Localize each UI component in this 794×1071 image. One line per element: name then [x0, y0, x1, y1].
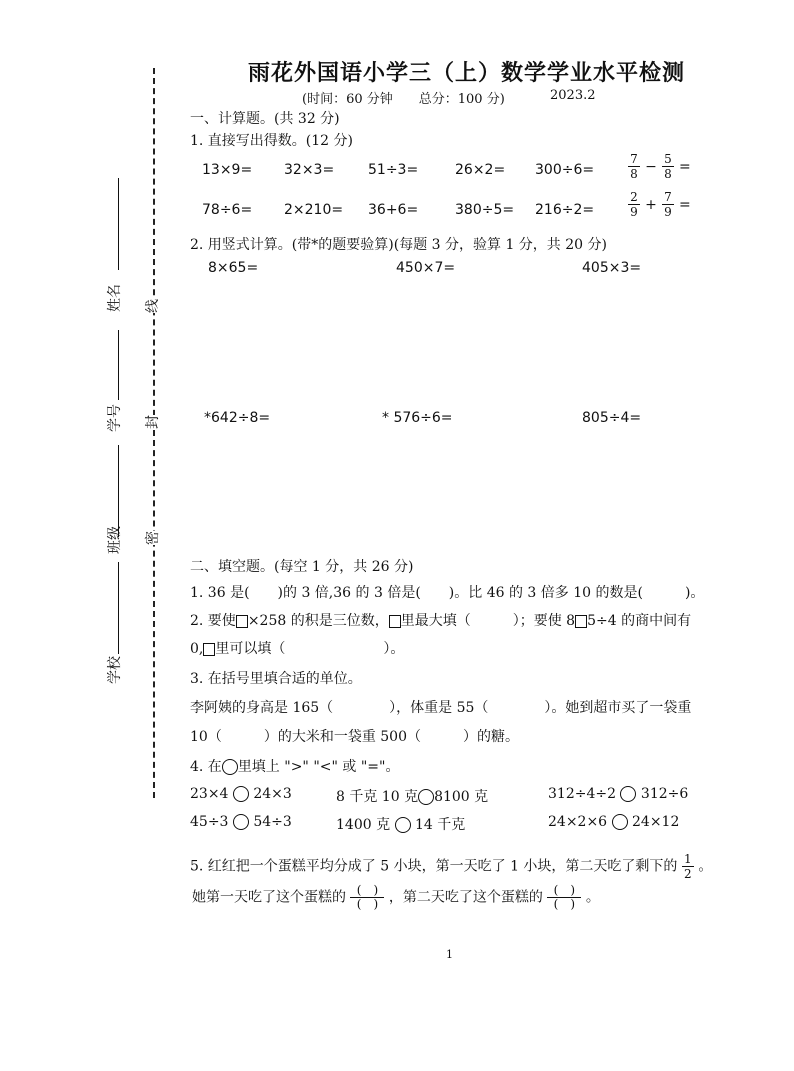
fraction: $\frac{2}{9}$ [628, 190, 640, 219]
compare-item: 312÷4÷2 312÷6 [548, 786, 689, 802]
compare-circle-icon [620, 786, 636, 802]
blank-fraction: ( ) ( ) [350, 884, 384, 911]
side-label-name: 姓名 [107, 284, 123, 312]
q1-title: 1. 直接写出得数。(12 分) [190, 133, 353, 149]
calc-item: 51÷3= [368, 162, 419, 178]
class-underline [118, 445, 119, 537]
page-title: 雨花外国语小学三（上）数学学业水平检测 [248, 60, 686, 86]
vertical-calc-item: 805÷4= [582, 410, 642, 426]
binding-dashed-line [153, 68, 155, 798]
fill-q2-line2: 0, 里可以填（ ）。 [190, 641, 405, 657]
compare-circle-icon [233, 786, 249, 802]
compare-circle-icon [418, 789, 434, 805]
fraction: $\frac{1}{2}$ [682, 852, 694, 881]
blank-box [389, 615, 401, 628]
fill-q5-line2: 她第一天吃了这个蛋糕的 ( ) ( ) ，第二天吃了这个蛋糕的 ( ) ( ) 。 [192, 883, 600, 911]
calc-item: 78÷6= [202, 202, 253, 218]
compare-item: 8 千克 10 克 8100 克 [336, 789, 489, 805]
calc-item: 32×3= [284, 162, 335, 178]
exam-time-info: (时间：60 分钟 总分：100 分) [302, 92, 505, 107]
fill-q3-title: 3. 在括号里填合适的单位。 [190, 671, 362, 687]
compare-circle-icon [612, 814, 628, 830]
side-label-number: 学号 [107, 404, 123, 432]
seal-feng: 封 [142, 415, 162, 429]
number-underline [118, 330, 119, 400]
fill-q2-line1: 2. 要使 ×258 的积是三位数， 里最大填（ ）；要使 8 5÷4 的商中间有 [190, 613, 692, 629]
vertical-calc-item: 450×7= [396, 260, 456, 276]
vertical-calc-item: * 576÷6= [382, 410, 453, 426]
seal-mi: 密 [142, 531, 162, 545]
fill-q5-line1: 5. 红红把一个蛋糕平均分成了 5 小块，第一天吃了 1 小块，第二天吃了剩下的 $\frac{1}{2}$ 。 [190, 852, 713, 881]
seal-xian: 线 [142, 299, 162, 313]
fraction: $\frac{7}{9}$ [662, 190, 674, 219]
side-label-class: 班级 [107, 526, 123, 554]
section2-heading: 二、填空题。(每空 1 分，共 26 分) [190, 559, 414, 575]
vertical-calc-item: *642÷8= [204, 410, 271, 426]
fraction: $\frac{7}{8}$ [628, 152, 640, 181]
school-underline [118, 562, 119, 654]
compare-circle-icon [222, 759, 238, 775]
compare-circle-icon [395, 817, 411, 833]
fraction: $\frac{5}{8}$ [662, 152, 674, 181]
blank-box [575, 615, 587, 628]
blank-box [236, 615, 248, 628]
compare-circle-icon [233, 814, 249, 830]
page-number: 1 [446, 948, 453, 961]
fill-q3-line2: 10（ ）的大米和一袋重 500（ ）的糖。 [190, 729, 519, 745]
calc-item: 2×210= [284, 202, 344, 218]
fill-q3-line1: 李阿姨的身高是 165（ ），体重是 55（ ）。她到超市买了一袋重 [190, 700, 692, 716]
vertical-calc-item: 405×3= [582, 260, 642, 276]
q2-title: 2. 用竖式计算。(带*的题要验算)(每题 3 分，验算 1 分，共 20 分) [190, 237, 607, 253]
vertical-calc-item: 8×65= [208, 260, 259, 276]
name-underline [118, 178, 119, 270]
calc-item: 216÷2= [535, 202, 595, 218]
fill-q1: 1. 36 是( )的 3 倍,36 的 3 倍是( )。比 46 的 3 倍多 10 的数是( )。 [190, 585, 705, 601]
section1-heading: 一、计算题。(共 32 分) [190, 111, 340, 127]
compare-item: 23×4 24×3 [190, 786, 292, 802]
side-label-school: 学校 [107, 656, 123, 684]
fill-q4-title: 4. 在 里填上 ">" "<" 或 "="。 [190, 759, 400, 775]
calc-item: 300÷6= [535, 162, 595, 178]
blank-fraction: ( ) ( ) [547, 884, 581, 911]
fraction-expression-1: $\frac{7}{8}$ − $\frac{5}{8}$ = [628, 152, 691, 181]
fraction-expression-2: $\frac{2}{9}$ + $\frac{7}{9}$ = [628, 190, 691, 219]
calc-item: 380÷5= [455, 202, 515, 218]
calc-item: 26×2= [455, 162, 506, 178]
compare-item: 45÷3 54÷3 [190, 814, 292, 830]
blank-box [203, 643, 215, 656]
compare-item: 1400 克 14 千克 [336, 817, 466, 833]
calc-item: 13×9= [202, 162, 253, 178]
exam-date: 2023.2 [550, 88, 596, 103]
calc-item: 36+6= [368, 202, 419, 218]
compare-item: 24×2×6 24×12 [548, 814, 680, 830]
